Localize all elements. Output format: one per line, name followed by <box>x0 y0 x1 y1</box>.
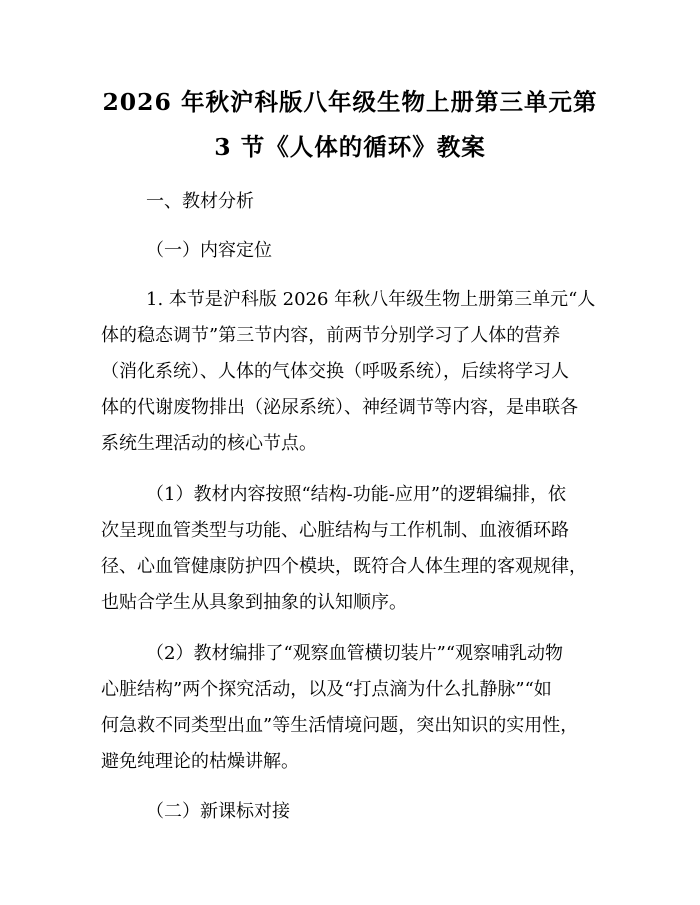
paragraph-1-line-4: 体的代谢废物排出（泌尿系统）、神经调节等内容，是串联各 <box>101 397 578 418</box>
paragraph-2-line-1: （1）教材内容按照“结构-功能-应用”的逻辑编排，依 <box>146 484 567 505</box>
paragraph-2-line-4: 也贴合学生从具象到抽象的认知顺序。 <box>101 592 407 613</box>
paragraph-2-line-2: 次呈现血管类型与功能、心脏结构与工作机制、血液循环路 <box>101 520 569 541</box>
paragraph-3-line-4: 避免纯理论的枯燥讲解。 <box>101 751 299 772</box>
paragraph-3-line-2: 心脏结构”两个探究活动，以及“打点滴为什么扎静脉”“如 <box>101 679 552 700</box>
subsection-heading-2: （二）新课标对接 <box>146 801 290 822</box>
section-heading: 一、教材分析 <box>146 191 254 212</box>
paragraph-1-line-2: 体的稳态调节”第三节内容，前两节分别学习了人体的营养 <box>101 325 561 346</box>
paragraph-3-line-3: 何急救不同类型出血”等生活情境问题，突出知识的实用性， <box>101 715 579 736</box>
subsection-heading-1: （一）内容定位 <box>146 240 272 261</box>
title-line-1: 2026 年秋沪科版八年级生物上册第三单元第 <box>102 88 598 116</box>
paragraph-1-line-5: 系统生理活动的核心节点。 <box>101 433 317 454</box>
paragraph-2-line-3: 径、心血管健康防护四个模块，既符合人体生理的客观规律， <box>101 556 587 577</box>
title-line-2: 3 节《人体的循环》教案 <box>214 133 486 161</box>
document-title <box>60 80 640 170</box>
paragraph-3-line-1: （2）教材编排了“观察血管横切装片”“观察哺乳动物 <box>146 643 564 664</box>
paragraph-1-line-1: 1. 本节是沪科版 2026 年秋八年级生物上册第三单元“人 <box>146 289 596 310</box>
paragraph-1-line-3: （消化系统）、人体的气体交换（呼吸系统），后续将学习人 <box>101 361 569 382</box>
